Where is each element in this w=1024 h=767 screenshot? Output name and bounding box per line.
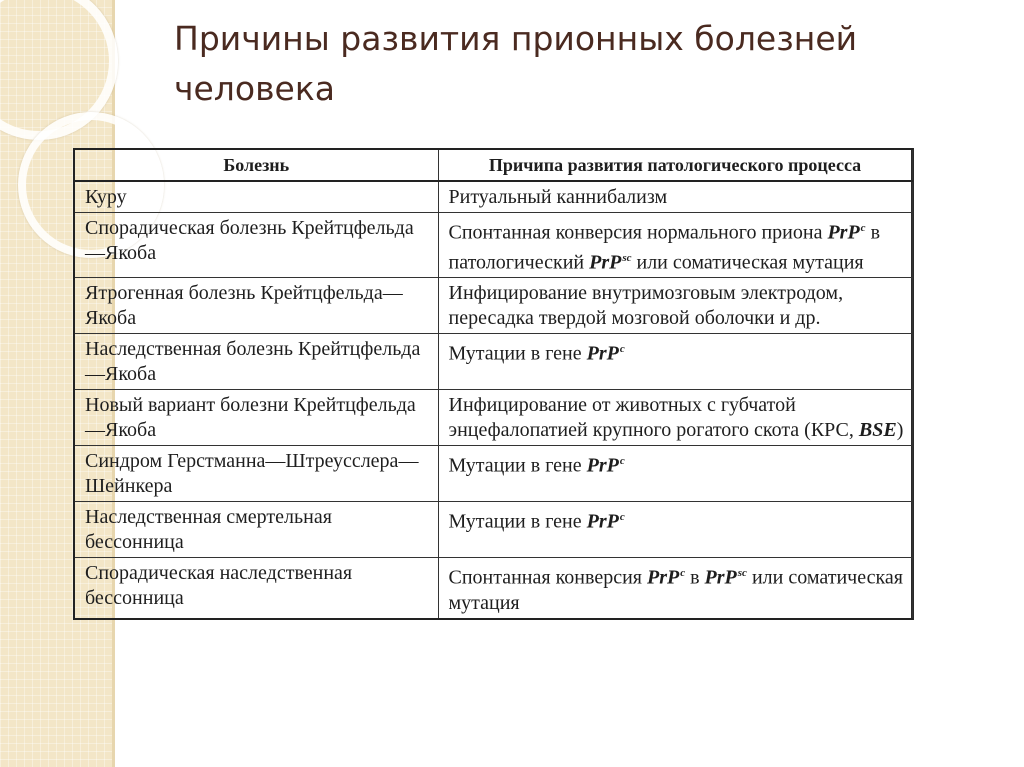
prp-superscript: c [619,511,625,524]
cause-cell [438,390,912,446]
cause-cell: Инфицирование внутримозговым электродом, пересадка твердой мозговой оболочки и др. [438,278,912,334]
disease-cell: Синдром Герстманна—Штреусслера—Шейнкера [74,446,438,502]
prp-gene-name: PrP [646,566,680,589]
table-row [74,213,912,278]
cause-cell [438,558,912,619]
table-row [74,181,912,213]
disease-cell: Новый вариант болезни Крейтцфельда—Якоба [74,390,438,446]
cause-text: в [685,566,705,589]
cause-text: Мутации в гене [448,510,587,533]
disease-cell: Наследственная болезнь Крейтцфельда—Якоба [74,334,438,390]
disease-cell: Спорадическая наследственная бессонница [74,558,438,619]
prp-superscript: c [619,343,625,356]
slide-title-line-2: человека [174,69,335,108]
slide-title [174,14,974,114]
bse-abbreviation: BSE [858,419,897,442]
header-disease: Болезнь [74,149,438,181]
table-header-row [74,149,912,181]
cause-text: или соматическая мутация [448,566,903,614]
prp-superscript: c [860,222,866,234]
cause-text: Мутации в гене [448,454,587,477]
disease-cell: Наследственная смертельная бессонница [74,502,438,558]
prp-superscript: sc [622,251,632,264]
cause-text: в патологический [448,221,881,274]
prion-diseases-table [73,148,913,620]
cause-cell [438,446,912,502]
cause-cell [438,213,912,278]
disease-cell: Куру [74,181,438,213]
prp-gene-name: PrP [827,221,860,244]
prp-gene-name: PrP [586,454,619,477]
disease-cell: Спорадическая болезнь Крейтцфельда—Якоба [74,213,438,278]
table-row [74,502,912,558]
prp-gene-name: PrP [586,342,619,365]
cause-cell [438,334,912,390]
table-row [74,390,912,446]
prp-superscript: sc [737,567,747,580]
cause-cell: Ритуальный каннибализм [438,181,912,213]
header-cause: Причипа развития патологического процесса [438,149,912,181]
cause-cell [438,502,912,558]
slide-title-line-1: Причины развития прионных болезней [174,19,858,58]
cause-text: ) [896,419,904,442]
table-row [74,446,912,502]
cause-text: или соматическая мутация [631,251,864,274]
table-row [74,558,912,619]
table-row [74,334,912,390]
table-row [74,278,912,334]
disease-cell: Ятрогенная болезнь Крейтцфельда—Якоба [74,278,438,334]
prion-diseases-table-wrapper [73,148,914,620]
cause-text: Инфицирование от животных с губчатой энцефалопатией крупного рогатого скота (КРС, [448,394,859,442]
prp-gene-name: PrP [704,566,737,589]
prp-superscript: c [680,567,686,580]
cause-text: Спонтанная конверсия [448,566,647,589]
prp-superscript: c [619,455,625,468]
prp-gene-name: PrP [586,510,619,533]
cause-text: Спонтанная конверсия нормального приона [448,221,828,244]
prp-gene-name: PrP [589,251,622,274]
cause-text: Мутации в гене [448,342,587,365]
